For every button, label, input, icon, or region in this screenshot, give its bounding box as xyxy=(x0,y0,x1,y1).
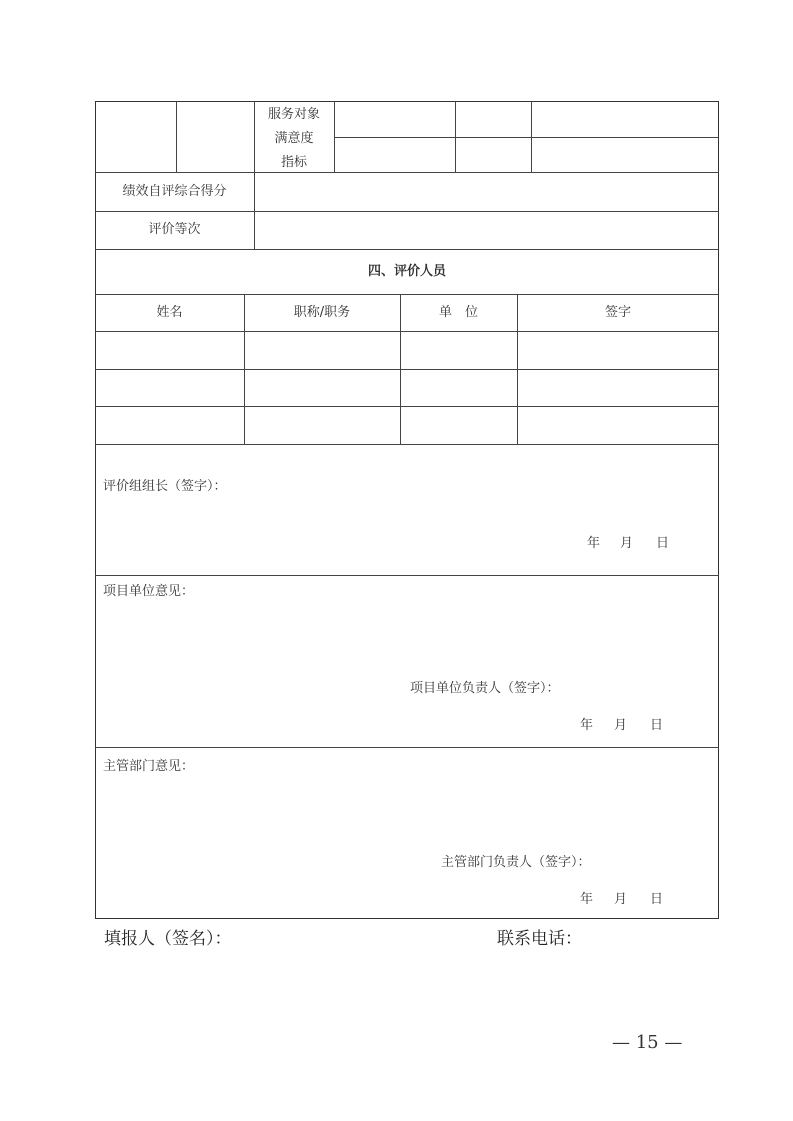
project-unit-date-month: 月 xyxy=(614,718,628,733)
section-title: 四、评价人员 xyxy=(367,264,446,279)
filler-signature-label: 填报人（签名）： xyxy=(104,929,232,949)
project-unit-signer-label: 项目单位负责人（签字）： xyxy=(410,681,560,696)
supervisor-opinion-label: 主管部门意见： xyxy=(103,759,195,774)
supervisor-date-month: 月 xyxy=(614,892,628,907)
service-satisfaction-label-2: 满意度 xyxy=(274,131,314,146)
supervisor-date-year: 年 xyxy=(580,892,594,907)
row-divider xyxy=(95,444,719,445)
grade-label: 评价等次 xyxy=(148,222,201,237)
page-number: — 15 — xyxy=(612,1032,683,1053)
leader-signature-label: 评价组组长（签字）： xyxy=(103,479,227,494)
column-header-signature: 签字 xyxy=(604,305,631,320)
row-divider xyxy=(95,172,719,173)
column-header-title: 职称/职务 xyxy=(293,305,351,320)
col-divider xyxy=(176,101,177,172)
col-divider xyxy=(254,101,255,249)
score-label: 绩效自评综合得分 xyxy=(122,184,227,199)
row-divider xyxy=(95,575,719,576)
row-divider xyxy=(95,747,719,748)
project-unit-date-year: 年 xyxy=(580,718,594,733)
service-satisfaction-label-3: 指标 xyxy=(280,155,307,170)
col-divider xyxy=(334,101,335,172)
leader-date-year: 年 xyxy=(587,536,601,551)
col-divider xyxy=(455,101,456,172)
row-divider xyxy=(95,406,719,407)
column-header-name: 姓名 xyxy=(156,305,183,320)
col-divider xyxy=(531,101,532,172)
contact-phone-label: 联系电话： xyxy=(497,929,582,949)
leader-date-month: 月 xyxy=(620,536,634,551)
project-unit-opinion-label: 项目单位意见： xyxy=(103,584,195,599)
row-divider xyxy=(334,137,719,138)
row-divider xyxy=(95,331,719,332)
supervisor-date-day: 日 xyxy=(650,892,664,907)
leader-date-day: 日 xyxy=(656,536,670,551)
column-header-unit: 单 位 xyxy=(438,305,478,320)
row-divider xyxy=(95,369,719,370)
row-divider xyxy=(95,294,719,295)
service-satisfaction-label-1: 服务对象 xyxy=(267,107,320,122)
row-divider xyxy=(95,211,719,212)
row-divider xyxy=(95,249,719,250)
supervisor-signer-label: 主管部门负责人（签字）： xyxy=(441,855,591,870)
project-unit-date-day: 日 xyxy=(650,718,664,733)
